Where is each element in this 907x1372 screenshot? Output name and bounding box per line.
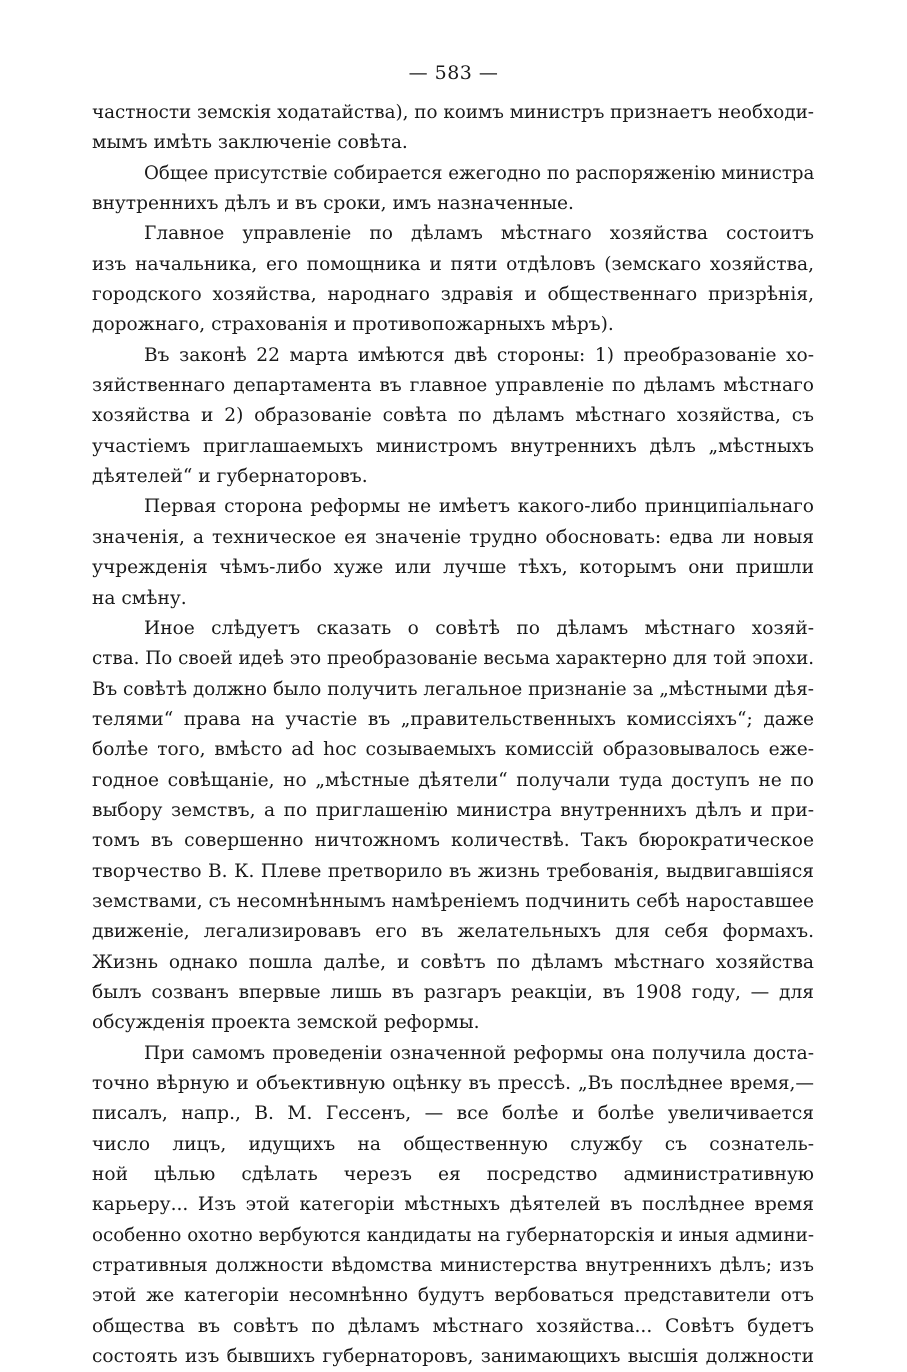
text-line: мымъ имѣть заключеніе совѣта. [92,132,408,154]
text-line: земствами, съ несомнѣннымъ намѣреніемъ подчинить себѣ нароставшее [92,890,814,912]
text-line: Въ совѣтѣ должно было получить легальное признаніе за „мѣстными дѣя- [92,678,814,700]
text-line: на смѣну. [92,587,187,609]
text-line: дѣятелей“ и губернаторовъ. [92,466,368,488]
text-line: учрежденія чѣмъ-либо хуже или лучше тѣхъ, которымъ они пришли [92,557,814,579]
text-line: зяйственнаго департамента въ главное управленіе по дѣламъ мѣстнаго [92,375,814,397]
text-line: выбору земствъ, а по приглашенію министра внутреннихъ дѣлъ и при- [92,799,814,821]
text-line: При самомъ проведеніи означенной реформы она получила доста- [144,1042,814,1064]
text-line: томъ въ совершенно ничтожномъ количествѣ. Такъ бюрократическое [92,830,814,852]
text-line: Первая сторона реформы не имѣетъ какого-либо принципіальнаго [144,496,814,518]
text-line: болѣе того, вмѣсто ad hoc созываемыхъ комиссій образовывалось еже- [92,739,814,761]
text-line: значенія, а техническое ея значеніе трудно обосновать: едва ли новыя [92,526,814,548]
text-line: стративныя должности вѣдомства министерства внутреннихъ дѣлъ; изъ [92,1255,814,1277]
text-line: число лицъ, идущихъ на общественную службу съ сознатель- [92,1133,814,1155]
text-line: Иное слѣдуетъ сказать о совѣтѣ по дѣламъ мѣстнаго хозяй- [144,617,814,639]
text-line: писалъ, напр., В. М. Гессенъ, — все болѣе и болѣе увеличивается [92,1103,814,1125]
text-line: ства. По своей идеѣ это преобразованіе весьма характерно для той эпохи. [92,648,815,670]
text-line: частности земскія ходатайства), по коимъ министръ признаетъ необходи- [92,102,814,123]
text-line: Общее присутствіе собирается ежегодно по распоряженію министра [144,162,815,184]
text-line: движеніе, легализировавъ его въ желательныхъ для себя формахъ. [92,921,814,943]
text-line: внутреннихъ дѣлъ и въ сроки, имъ назначенные. [92,193,574,215]
text-line: этой же категоріи несомнѣнно будутъ вербоваться представители отъ [92,1285,814,1307]
text-line: особенно охотно вербуются кандидаты на губернаторскія и иныя админи- [92,1224,814,1246]
text-line: состоять изъ бывшихъ губернаторовъ, занимающихъ высшія должности [92,1346,814,1368]
text-line: изъ начальника, его помощника и пяти отдѣловъ (земскаго хозяйства, [92,253,814,275]
text-line: былъ созванъ впервые лишь въ разгаръ реакціи, въ 1908 году, — для [92,981,814,1003]
text-line: точно вѣрную и объективную оцѣнку въ прессѣ. „Въ послѣднее время,— [92,1073,814,1094]
text-line: городского хозяйства, народнаго здравія и общественнаго призрѣнія, [92,284,814,306]
text-line: Главное управленіе по дѣламъ мѣстнаго хозяйства состоитъ [144,223,814,245]
text-line: хозяйства и 2) образованіе совѣта по дѣламъ мѣстнаго хозяйства, съ [92,405,814,427]
text-line: общества въ совѣтъ по дѣламъ мѣстнаго хозяйства... Совѣтъ будетъ [92,1315,814,1337]
text-line: дорожнаго, страхованія и противопожарныхъ мѣръ). [92,314,614,336]
text-line: карьеру... Изъ этой категоріи мѣстныхъ дѣятелей въ послѣднее время [92,1194,814,1216]
text-line: Жизнь однако пошла далѣе, и совѣтъ по дѣламъ мѣстнаго хозяйства [92,951,814,973]
text-line: обсужденія проекта земской реформы. [92,1012,480,1034]
text-line: творчество В. К. Плеве претворило въ жизнь требованія, выдвигавшіяся [92,860,814,882]
text-line: годное совѣщаніе, но „мѣстные дѣятели“ получали туда доступъ не по [92,769,814,791]
text-line: участіемъ приглашаемыхъ министромъ внутреннихъ дѣлъ „мѣстныхъ [92,435,814,457]
page-number: — 583 — [408,62,499,84]
text-line: Въ законѣ 22 марта имѣются двѣ стороны: 1) преобразованіе хо- [144,344,814,366]
text-line: ной цѣлью сдѣлать черезъ ея посредство административную [92,1164,814,1186]
body-text [92,98,814,1372]
text-line: телями“ права на участіе въ „правительственныхъ комиссіяхъ“; даже [92,708,814,730]
